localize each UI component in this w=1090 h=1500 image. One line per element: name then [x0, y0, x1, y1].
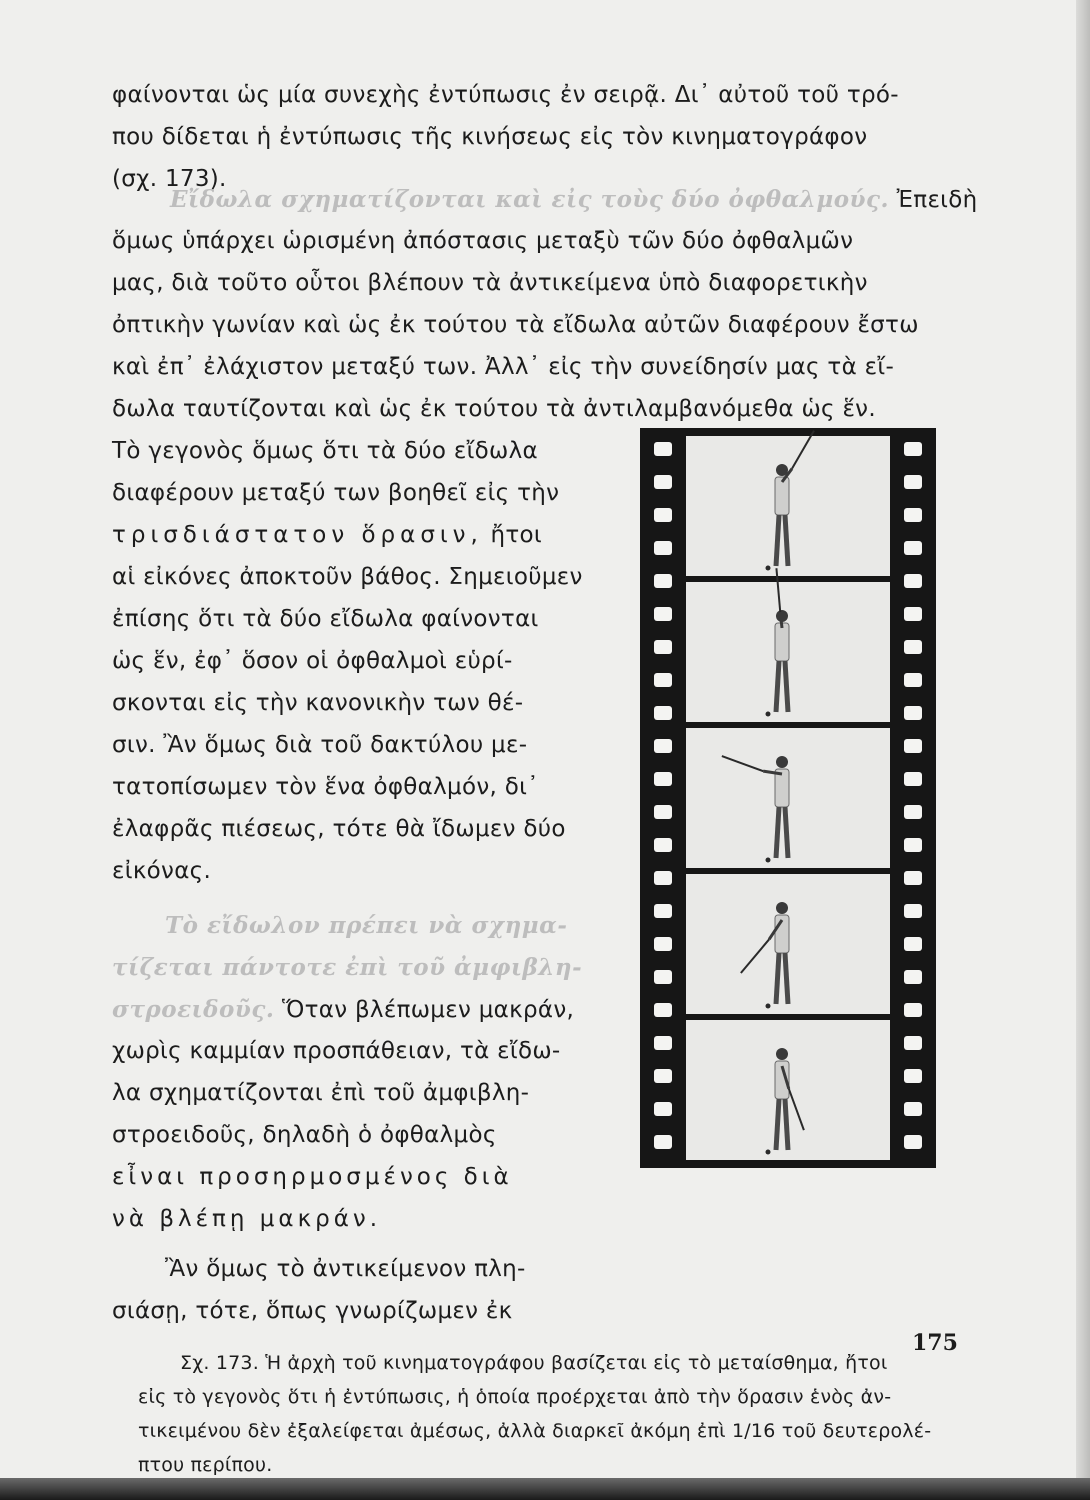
sprocket-hole-right	[904, 904, 922, 918]
sprocket-hole-right	[904, 1003, 922, 1017]
sprocket-hole-right	[904, 673, 922, 687]
sprocket-hole-left	[654, 1135, 672, 1149]
para4-line-2: σιάσῃ, τότε, ὅπως γνωρίζωμεν ἐκ	[112, 1298, 513, 1324]
sprocket-hole-right	[904, 871, 922, 885]
para2-line-4: αἱ εἰκόνες ἀποκτοῦν βάθος. Σημειοῦμεν	[112, 564, 583, 590]
golf-ball	[766, 1004, 771, 1009]
sprocket-hole-left	[654, 541, 672, 555]
sprocket-hole-left	[654, 1036, 672, 1050]
sprocket-hole-left	[654, 673, 672, 687]
golf-ball	[766, 712, 771, 717]
sprocket-hole-right	[904, 805, 922, 819]
section3-line-4: στροειδοῦς, δηλαδὴ ὁ ὀφθαλμὸς	[112, 1122, 497, 1148]
sprocket-hole-right	[904, 508, 922, 522]
sprocket-hole-left	[654, 607, 672, 621]
sprocket-hole-left	[654, 475, 672, 489]
section3-line-3: λα σχηματίζονται ἐπὶ τοῦ ἀμφιβλη-	[112, 1080, 530, 1106]
spaced-term-rest: ἤτοι	[490, 522, 542, 548]
golfer-leg	[785, 1099, 788, 1150]
sprocket-hole-left	[654, 706, 672, 720]
sprocket-hole-right	[904, 475, 922, 489]
golfer-leg	[785, 807, 788, 858]
caption-line-3: τικειμένου δὲν ἐξαλείφεται ἀμέσως, ἀλλὰ διαρκεῖ ἀκόμη ἐπὶ 1/16 τοῦ δευτερολέ-	[138, 1420, 932, 1442]
caption-line-4: πτου περίπου.	[138, 1454, 273, 1476]
golfer-leg	[776, 807, 779, 858]
sprocket-hole-right	[904, 772, 922, 786]
golfer-torso	[775, 623, 789, 661]
para2-line-6: ὡς ἕν, ἐφ᾽ ὅσον οἱ ὀφθαλμοὶ εὑρί-	[112, 648, 513, 674]
film-frames	[686, 431, 890, 1160]
section3-line-2: χωρὶς καμμίαν προσπάθειαν, τὰ εἴδω-	[112, 1038, 561, 1064]
body-line-2: που δίδεται ἡ ἐντύπωσις τῆς κινήσεως εἰς τὸν κινηματογράφον	[112, 124, 868, 150]
sprocket-hole-left	[654, 1069, 672, 1083]
film-frame	[686, 1020, 890, 1160]
golfer-arms	[780, 612, 782, 628]
section3-heading-line-2: τίζεται πάντοτε ἐπὶ τοῦ ἀμφιβλη-	[112, 954, 583, 981]
sprocket-hole-right	[904, 1069, 922, 1083]
golfer-leg	[776, 661, 779, 712]
sprocket-hole-right	[904, 640, 922, 654]
section1-line-1: ὅμως ὑπάρχει ὡρισμένη ἀπόστασις μεταξὺ τῶν δύο ὀφθαλμῶν	[112, 228, 854, 254]
section3-line-1	[112, 996, 574, 1023]
section3-spaced-line-2: νὰ βλέπῃ μακράν.	[112, 1206, 382, 1232]
para2-line-9: τατοπίσωμεν τὸν ἕνα ὀφθαλμόν, δι᾽	[112, 774, 539, 800]
sprocket-hole-right	[904, 706, 922, 720]
golf-ball	[766, 1150, 771, 1155]
golf-ball	[766, 566, 771, 571]
golfer-leg	[785, 953, 788, 1004]
page-edge-right	[1076, 0, 1090, 1500]
sprocket-hole-right	[904, 1102, 922, 1116]
sprocket-hole-right	[904, 970, 922, 984]
caption-line-1: Σχ. 173. Ἡ ἀρχὴ τοῦ κινηματογράφου βασίζεται εἰς τὸ μεταίσθημα, ἤτοι	[180, 1352, 888, 1374]
sprocket-hole-right	[904, 574, 922, 588]
para4-line-1: Ἂν ὅμως τὸ ἀντικείμενον πλη-	[165, 1256, 526, 1282]
sprocket-hole-left	[654, 805, 672, 819]
section1-line-5: δωλα ταυτίζονται καὶ ὡς ἐκ τούτου τὰ ἀντιλαμβανόμεθα ὡς ἕν.	[112, 396, 876, 422]
caption-line-2: εἰς τὸ γεγονὸς ὅτι ἡ ἐντύπωσις, ἡ ὁποία προέρχεται ἀπὸ τὴν ὅρασιν ἑνὸς ἀν-	[138, 1386, 892, 1408]
para2-line-3	[112, 522, 542, 548]
sprocket-hole-right	[904, 1135, 922, 1149]
film-strip-figure	[640, 428, 936, 1168]
golfer-head	[776, 902, 788, 914]
sprocket-hole-right	[904, 607, 922, 621]
section3-heading-rest: Ὅταν βλέπωμεν μακράν,	[281, 997, 575, 1023]
section1-line-4: καὶ ἐπ᾽ ἐλάχιστον μεταξύ των. Ἀλλ᾽ εἰς τὴν συνείδησίν μας τὰ εἴ-	[112, 354, 895, 380]
golfer-leg	[785, 515, 788, 566]
sprocket-hole-left	[654, 970, 672, 984]
sprocket-hole-left	[654, 1003, 672, 1017]
sprocket-hole-left	[654, 739, 672, 753]
spaced-term: τρισδιάστατον ὅρασιν,	[112, 522, 483, 548]
sprocket-hole-right	[904, 541, 922, 555]
golfer-leg	[776, 953, 779, 1004]
sprocket-hole-right	[904, 1036, 922, 1050]
film-frame	[686, 874, 890, 1014]
film-frame	[686, 728, 890, 868]
sprocket-hole-left	[654, 772, 672, 786]
sprocket-hole-right	[904, 937, 922, 951]
page-edge-bottom	[0, 1478, 1090, 1500]
section3-heading-line-1: Τὸ εἴδωλον πρέπει νὰ σχημα-	[165, 912, 568, 939]
sprocket-hole-left	[654, 1102, 672, 1116]
section3-spaced-line-1: εἶναι προσηρμοσμένος διὰ	[112, 1164, 513, 1190]
para2-line-1: Τὸ γεγονὸς ὅμως ὅτι τὰ δύο εἴδωλα	[112, 438, 538, 464]
sprocket-hole-left	[654, 574, 672, 588]
section1-line-3: ὀπτικὴν γωνίαν καὶ ὡς ἐκ τούτου τὰ εἴδωλα αὐτῶν διαφέρουν ἔστω	[112, 312, 919, 338]
golf-ball	[766, 858, 771, 863]
body-line-1: φαίνονται ὡς μία συνεχὴς ἐντύπωσις ἐν σειρᾷ. Δι᾽ αὐτοῦ τοῦ τρό-	[112, 82, 899, 108]
sprocket-hole-left	[654, 937, 672, 951]
para2-line-5: ἐπίσης ὅτι τὰ δύο εἴδωλα φαίνονται	[112, 606, 539, 632]
section1-first-line-rest: Ἐπειδὴ	[896, 187, 978, 213]
body-line-3: (σχ. 173).	[112, 166, 227, 192]
film-frame	[686, 568, 890, 722]
sprocket-hole-left	[654, 640, 672, 654]
golfer-leg	[785, 661, 788, 712]
sprocket-hole-left	[654, 442, 672, 456]
section1-first-line	[170, 186, 978, 213]
golfer-leg	[776, 515, 779, 566]
para2-line-2: διαφέρουν μεταξύ των βοηθεῖ εἰς τὴν	[112, 480, 560, 506]
sprocket-hole-left	[654, 508, 672, 522]
para2-line-10: ἐλαφρᾶς πιέσεως, τότε θὰ ἴδωμεν δύο	[112, 816, 566, 842]
sprocket-hole-left	[654, 871, 672, 885]
page-number: 175	[912, 1330, 958, 1356]
para2-line-8: σιν. Ἂν ὅμως διὰ τοῦ δακτύλου με-	[112, 732, 528, 758]
golfer-head	[776, 756, 788, 768]
sprocket-hole-left	[654, 838, 672, 852]
section3-heading-line-3: στροειδοῦς.	[112, 996, 275, 1023]
sprocket-hole-left	[654, 904, 672, 918]
sprocket-hole-right	[904, 442, 922, 456]
sprocket-hole-right	[904, 739, 922, 753]
para2-line-11: εἰκόνας.	[112, 858, 212, 884]
section1-line-2: μας, διὰ τοῦτο οὗτοι βλέπουν τὰ ἀντικείμενα ὑπὸ διαφορετικὴν	[112, 270, 868, 296]
para2-line-7: σκονται εἰς τὴν κανονικὴν των θέ-	[112, 690, 524, 716]
golfer-leg	[776, 1099, 779, 1150]
section1-heading: Εἴδωλα σχηματίζονται καὶ εἰς τοὺς δύο ὀφθαλμούς.	[170, 186, 890, 213]
sprocket-hole-right	[904, 838, 922, 852]
golfer-head	[776, 1048, 788, 1060]
film-frame	[686, 431, 890, 576]
golfer-torso	[775, 477, 789, 515]
